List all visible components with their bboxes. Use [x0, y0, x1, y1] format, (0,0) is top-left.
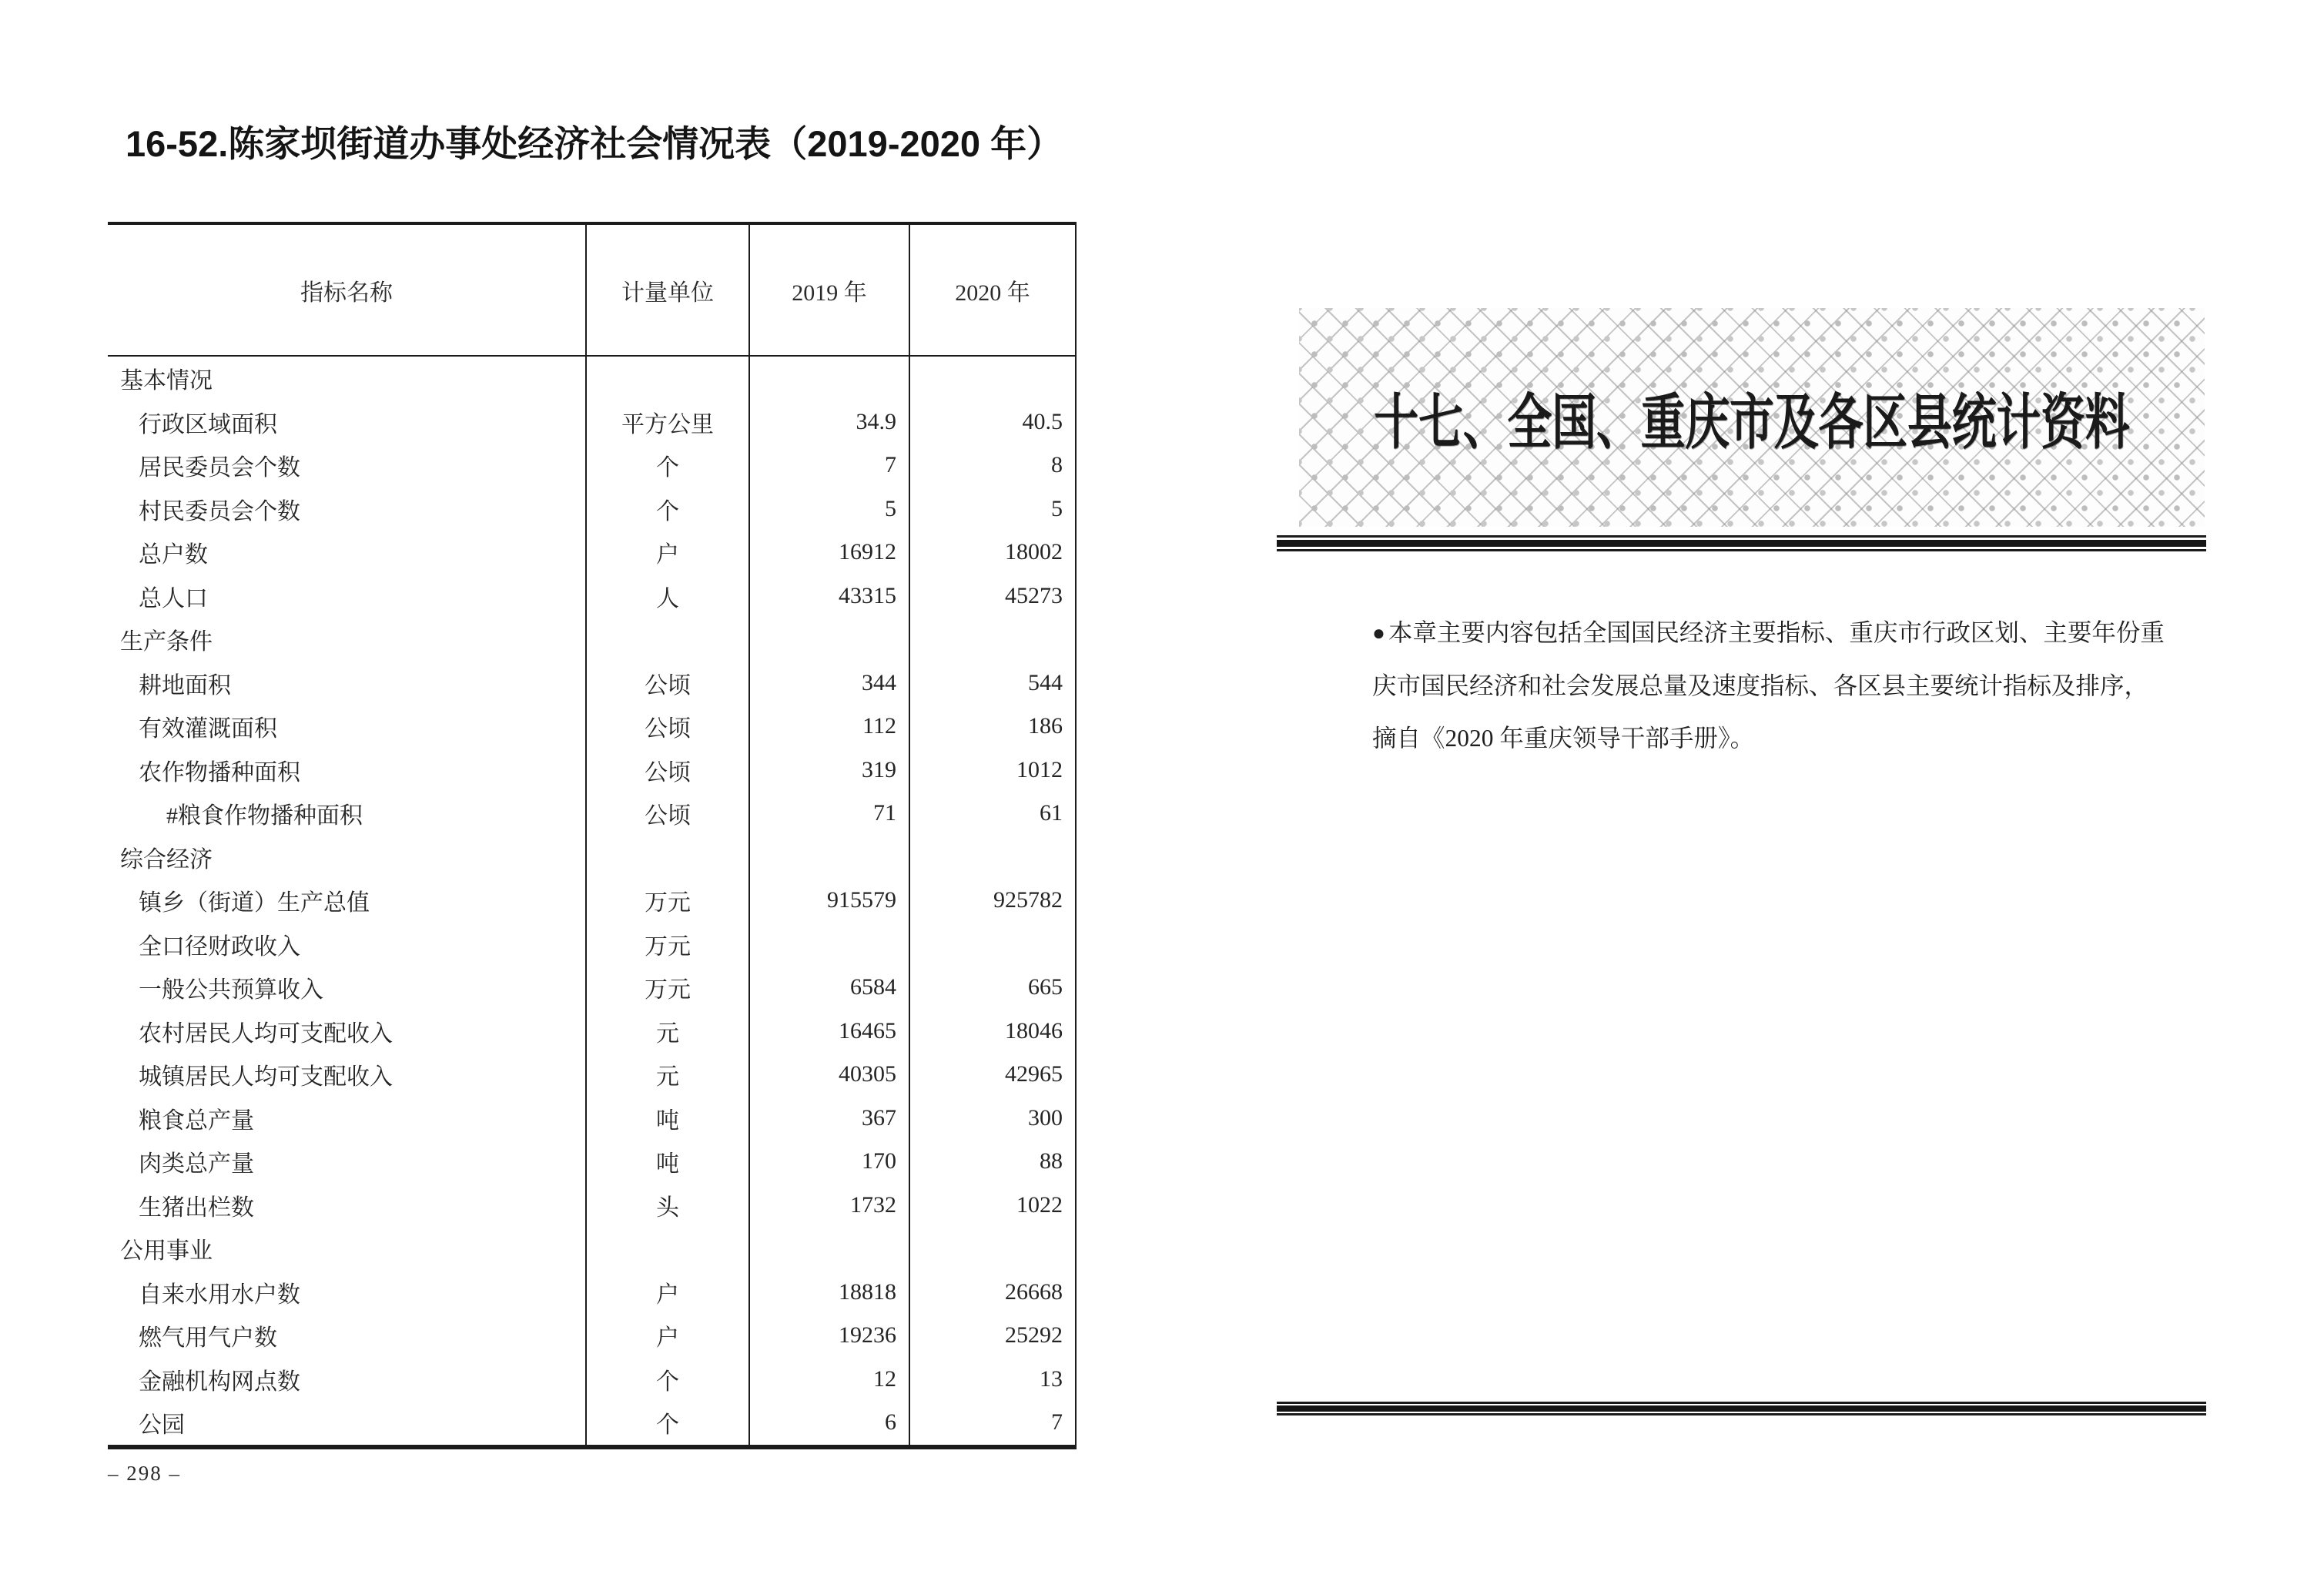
- table-row: [108, 1053, 1077, 1097]
- indicator-name: 行政区域面积: [139, 411, 277, 437]
- value-2019: 5: [748, 487, 909, 531]
- rule-line-thin: [1277, 1402, 2206, 1404]
- indicator-name: 总人口: [139, 585, 208, 611]
- unit: 吨: [585, 1140, 748, 1184]
- table-row: [108, 662, 1077, 705]
- indicator-name: 公用事业: [120, 1238, 213, 1265]
- indicator-name: 镇乡（街道）生产总值: [139, 890, 370, 916]
- indicator-name: 粮食总产量: [139, 1107, 254, 1134]
- unit: 万元: [585, 966, 748, 1010]
- value-2020: 18002: [909, 531, 1077, 575]
- indicator-name: 公园: [139, 1412, 185, 1439]
- value-2020: 42965: [909, 1053, 1077, 1097]
- value-2019: 7: [748, 444, 909, 487]
- value-2019: 34.9: [748, 400, 909, 444]
- value-2020: 544: [909, 662, 1077, 705]
- unit: 元: [585, 1010, 748, 1054]
- value-2019: 16912: [748, 531, 909, 575]
- unit: 户: [585, 1271, 748, 1315]
- unit: [585, 618, 748, 662]
- table-row: [108, 923, 1077, 967]
- unit: 个: [585, 444, 748, 487]
- value-2019: 19236: [748, 1314, 909, 1358]
- table-row: [108, 705, 1077, 749]
- unit: 户: [585, 1314, 748, 1358]
- intro-text: 本章主要内容包括全国国民经济主要指标、重庆市行政区划、主要年份重: [1388, 619, 2165, 646]
- header-2019: 2019 年: [748, 225, 909, 355]
- value-2020: 1022: [909, 1184, 1077, 1228]
- value-2019: 71: [748, 792, 909, 836]
- value-2019: [748, 357, 909, 400]
- value-2020: 7: [909, 1401, 1077, 1445]
- value-2019: 170: [748, 1140, 909, 1184]
- indicator-name: 有效灌溉面积: [139, 716, 277, 742]
- value-2020: 300: [909, 1097, 1077, 1141]
- footer-rule: [1277, 1402, 2206, 1415]
- value-2019: 367: [748, 1097, 909, 1141]
- indicator-name: 肉类总产量: [139, 1151, 254, 1178]
- indicator-name: 综合经济: [120, 846, 213, 873]
- value-2019: [748, 618, 909, 662]
- table-row: [108, 1184, 1077, 1228]
- table-row: [108, 444, 1077, 487]
- page-number: – 298 –: [108, 1462, 181, 1485]
- rule-line-thin: [1277, 1413, 2206, 1415]
- chapter-intro: [1372, 607, 2165, 765]
- header-unit: 计量单位: [585, 225, 748, 355]
- value-2020: [909, 836, 1077, 879]
- value-2020: 925782: [909, 879, 1077, 923]
- table-row: [108, 966, 1077, 1010]
- indicator-name: 居民委员会个数: [139, 455, 300, 481]
- header-indicator-name: 指标名称: [300, 280, 393, 306]
- value-2020: 61: [909, 792, 1077, 836]
- value-2019: 18818: [748, 1271, 909, 1315]
- unit: 元: [585, 1053, 748, 1097]
- value-2020: [909, 923, 1077, 967]
- indicator-name: 生产条件: [120, 629, 213, 655]
- unit: 个: [585, 1358, 748, 1402]
- value-2019: 112: [748, 705, 909, 749]
- table-row: [108, 1097, 1077, 1141]
- indicator-name: 燃气用气户数: [139, 1325, 277, 1352]
- unit: 公顷: [585, 705, 748, 749]
- indicator-name: 耕地面积: [139, 672, 231, 699]
- unit: 公顷: [585, 662, 748, 705]
- table-row: [108, 1358, 1077, 1402]
- value-2020: 45273: [909, 575, 1077, 618]
- intro-line: 庆市国民经济和社会发展总量及速度指标、各区县主要统计指标及排序，: [1372, 672, 2149, 699]
- table-section-row: [108, 618, 1077, 662]
- indicator-name: 总户数: [139, 542, 208, 568]
- value-2019: 6584: [748, 966, 909, 1010]
- value-2019: 40305: [748, 1053, 909, 1097]
- value-2020: 13: [909, 1358, 1077, 1402]
- value-2019: 1732: [748, 1184, 909, 1228]
- table-row: [108, 531, 1077, 575]
- value-2019: [748, 923, 909, 967]
- unit: 万元: [585, 879, 748, 923]
- value-2020: 665: [909, 966, 1077, 1010]
- intro-line: [1372, 607, 2165, 660]
- value-2019: 319: [748, 749, 909, 792]
- unit: [585, 836, 748, 879]
- indicator-name: #粮食作物播种面积: [166, 803, 363, 829]
- table-section-row: [108, 836, 1077, 879]
- indicator-name: 一般公共预算收入: [139, 977, 323, 1003]
- rule-line-thin: [1277, 549, 2206, 551]
- chapter-banner: [1299, 308, 2205, 527]
- table-title: 16-52.陈家坝街道办事处经济社会情况表（2019-2020 年）: [126, 123, 1063, 164]
- chapter-title: 十七、全国、重庆市及各区县统计资料: [1374, 389, 2130, 456]
- value-2020: 26668: [909, 1271, 1077, 1315]
- bullet-icon: ●: [1372, 621, 1385, 645]
- table-body: [108, 357, 1077, 1449]
- value-2020: [909, 357, 1077, 400]
- value-2020: 40.5: [909, 400, 1077, 444]
- indicator-name: 自来水用水户数: [139, 1281, 300, 1308]
- indicator-name: 农作物播种面积: [139, 759, 300, 786]
- indicator-name: 基本情况: [120, 368, 213, 394]
- indicator-name: 生猪出栏数: [139, 1194, 254, 1221]
- unit: 个: [585, 1401, 748, 1445]
- unit: 人: [585, 575, 748, 618]
- header-2020: 2020 年: [909, 225, 1077, 355]
- rule-line-thick: [1277, 1405, 2206, 1412]
- table-row: [108, 1140, 1077, 1184]
- table-row: [108, 400, 1077, 444]
- value-2019: [748, 1227, 909, 1271]
- value-2020: 88: [909, 1140, 1077, 1184]
- value-2020: 25292: [909, 1314, 1077, 1358]
- value-2019: 344: [748, 662, 909, 705]
- value-2020: 18046: [909, 1010, 1077, 1054]
- unit: 公顷: [585, 749, 748, 792]
- unit: 吨: [585, 1097, 748, 1141]
- unit: [585, 1227, 748, 1271]
- unit: 户: [585, 531, 748, 575]
- value-2020: 5: [909, 487, 1077, 531]
- banner-rule: [1277, 535, 2206, 551]
- indicator-name: 村民委员会个数: [139, 498, 300, 524]
- table-row: [108, 879, 1077, 923]
- unit: 万元: [585, 923, 748, 967]
- table-section-row: [108, 1227, 1077, 1271]
- value-2019: 43315: [748, 575, 909, 618]
- value-2019: 915579: [748, 879, 909, 923]
- value-2020: 8: [909, 444, 1077, 487]
- unit: 公顷: [585, 792, 748, 836]
- rule-line-thin: [1277, 535, 2206, 538]
- table-row: [108, 749, 1077, 792]
- table-section-row: [108, 357, 1077, 400]
- table-header-row: [108, 222, 1077, 357]
- indicator-name: 金融机构网点数: [139, 1369, 300, 1395]
- rule-line-thick: [1277, 540, 2206, 547]
- unit: 平方公里: [585, 400, 748, 444]
- table-row: [108, 1010, 1077, 1054]
- table-row: [108, 792, 1077, 836]
- value-2020: 186: [909, 705, 1077, 749]
- unit: 头: [585, 1184, 748, 1228]
- value-2020: [909, 618, 1077, 662]
- unit: 个: [585, 487, 748, 531]
- value-2019: [748, 836, 909, 879]
- value-2020: 1012: [909, 749, 1077, 792]
- intro-line: 摘自《2020 年重庆领导干部手册》。: [1372, 725, 1755, 752]
- table-row: [108, 1314, 1077, 1358]
- value-2019: 12: [748, 1358, 909, 1402]
- table-row: [108, 1271, 1077, 1315]
- table-row: [108, 575, 1077, 618]
- unit: [585, 357, 748, 400]
- indicator-name: 城镇居民人均可支配收入: [139, 1064, 393, 1090]
- value-2020: [909, 1227, 1077, 1271]
- indicator-name: 全口径财政收入: [139, 933, 300, 960]
- value-2019: 6: [748, 1401, 909, 1445]
- indicator-name: 农村居民人均可支配收入: [139, 1020, 393, 1047]
- stats-table: [108, 222, 1077, 1449]
- value-2019: 16465: [748, 1010, 909, 1054]
- table-row: [108, 1401, 1077, 1445]
- table-row: [108, 487, 1077, 531]
